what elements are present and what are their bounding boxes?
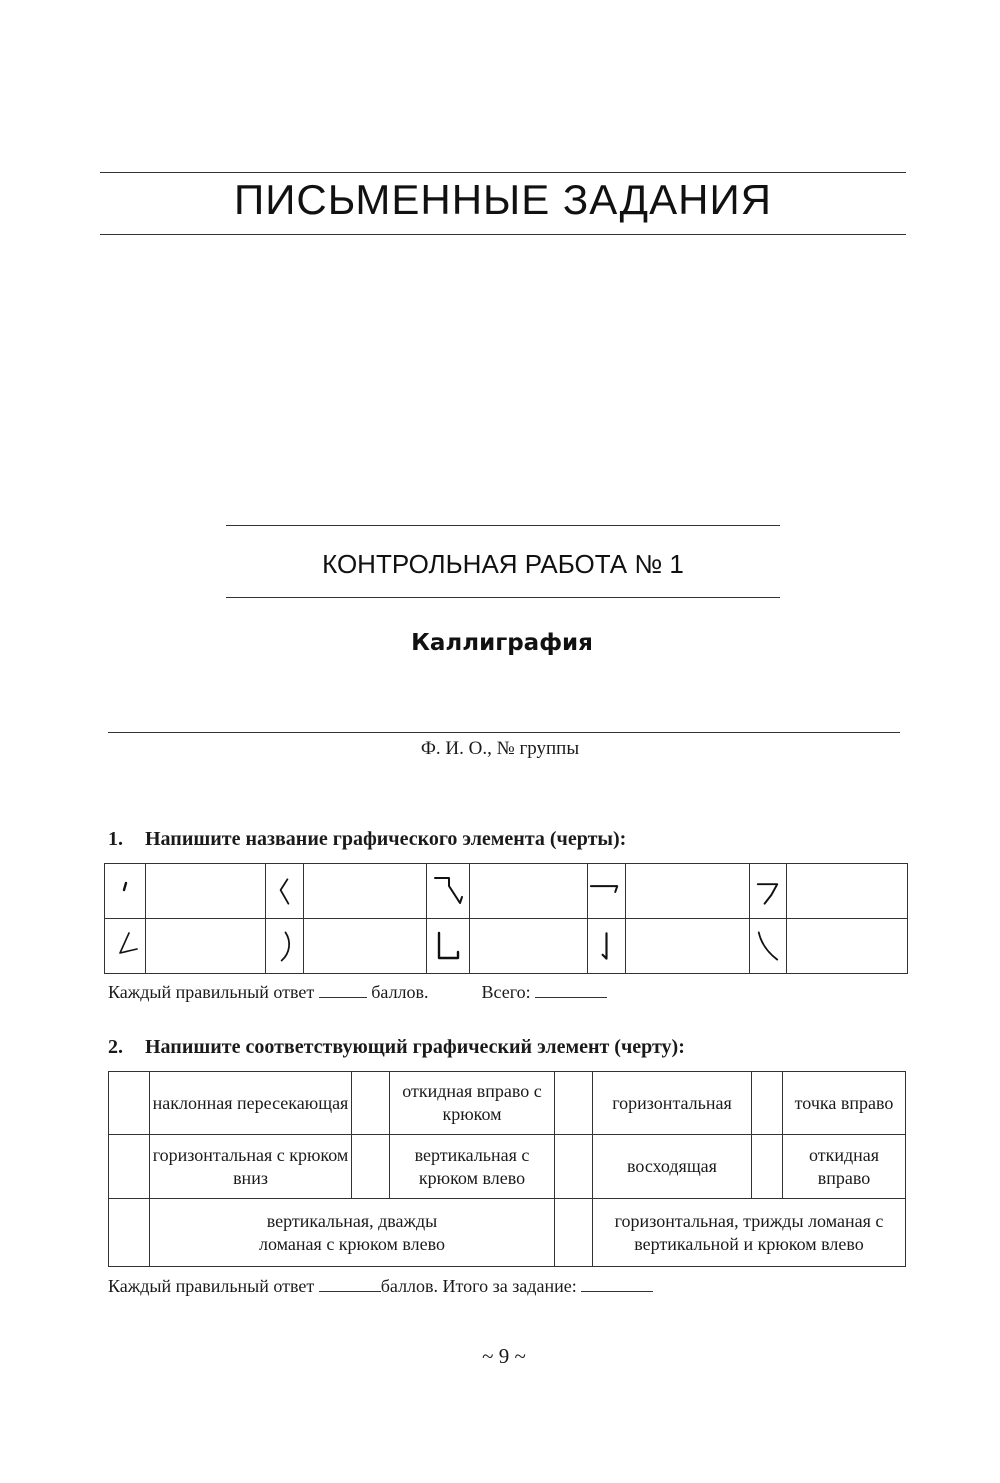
answer-cell[interactable] bbox=[304, 919, 427, 974]
left-hook-stroke-icon bbox=[266, 864, 303, 918]
answer-cell[interactable] bbox=[352, 1072, 390, 1135]
vertical-hook-stroke-icon bbox=[588, 919, 625, 973]
description-cell: восходящая bbox=[593, 1135, 752, 1199]
stroke-cell bbox=[105, 919, 146, 974]
answer-cell[interactable] bbox=[470, 864, 588, 919]
task2-heading-text: Напишите соответствующий графический элемент (черту): bbox=[145, 1036, 685, 1058]
top-rule bbox=[100, 172, 906, 173]
description-cell: наклонная пересекающая bbox=[150, 1072, 352, 1135]
task1-heading-text: Напишите название графического элемента (черты): bbox=[145, 828, 627, 850]
stroke-cell bbox=[427, 864, 470, 919]
task2-number: 2. bbox=[108, 1036, 123, 1058]
rising-stroke-icon bbox=[105, 919, 145, 973]
answer-cell[interactable] bbox=[555, 1199, 593, 1267]
name-caption: Ф. И. О., № группы bbox=[420, 738, 580, 759]
answer-cell[interactable] bbox=[146, 864, 266, 919]
answer-cell[interactable] bbox=[752, 1135, 783, 1199]
task2-score-unit: баллов. Итого за задание: bbox=[380, 1276, 577, 1296]
answer-cell[interactable] bbox=[555, 1135, 593, 1199]
answer-cell[interactable] bbox=[787, 919, 908, 974]
task1-points-blank[interactable] bbox=[319, 983, 367, 998]
answer-cell[interactable] bbox=[304, 864, 427, 919]
stroke-cell bbox=[750, 919, 787, 974]
stroke-cell bbox=[266, 919, 304, 974]
description-cell: горизонтальная bbox=[593, 1072, 752, 1135]
task2-row bbox=[109, 1135, 906, 1199]
description-cell: вертикальная, дважды ломаная с крюком влево bbox=[150, 1199, 555, 1267]
answer-cell[interactable] bbox=[752, 1072, 783, 1135]
title-underline bbox=[100, 234, 906, 235]
stroke-cell bbox=[588, 864, 626, 919]
description-cell: горизонтальная, трижды ломаная с вертикальной и крюком влево bbox=[593, 1199, 906, 1267]
dot-stroke-icon bbox=[105, 864, 145, 918]
test-title: КОНТРОЛЬНАЯ РАБОТА № 1 bbox=[322, 549, 684, 579]
answer-cell[interactable] bbox=[146, 919, 266, 974]
task1-row bbox=[105, 864, 908, 919]
horizontal-hook-stroke-icon bbox=[588, 864, 625, 918]
description-cell: откидная вправо bbox=[783, 1135, 906, 1199]
task1-number: 1. bbox=[108, 828, 123, 850]
topic-title: Каллиграфия bbox=[411, 630, 593, 656]
task1-heading bbox=[108, 828, 626, 851]
task2-score-line bbox=[108, 1276, 653, 1297]
task1-total-blank[interactable] bbox=[535, 983, 607, 998]
task2-row bbox=[109, 1072, 906, 1135]
curved-hook-stroke-icon bbox=[266, 919, 303, 973]
task2-heading bbox=[108, 1036, 685, 1059]
task1-score-line bbox=[108, 982, 607, 1003]
section-title: ПИСЬМЕННЫЕ ЗАДАНИЯ bbox=[234, 176, 772, 223]
task2-row bbox=[109, 1199, 906, 1267]
task2-total-blank[interactable] bbox=[581, 1277, 653, 1292]
task1-score-unit: баллов. bbox=[371, 982, 429, 1002]
description-cell: откидная вправо с крюком bbox=[390, 1072, 555, 1135]
stroke-cell bbox=[588, 919, 626, 974]
answer-cell[interactable] bbox=[626, 919, 750, 974]
test-title-bottom-rule bbox=[226, 597, 780, 598]
task2-points-blank[interactable] bbox=[319, 1277, 381, 1292]
answer-cell[interactable] bbox=[352, 1135, 390, 1199]
stroke-cell bbox=[266, 864, 304, 919]
task2-score-text: Каждый правильный ответ bbox=[108, 1276, 315, 1296]
horizontal-bend-hook-stroke-icon bbox=[427, 864, 469, 918]
stroke-cell bbox=[427, 919, 470, 974]
name-write-line[interactable] bbox=[108, 732, 900, 733]
answer-cell[interactable] bbox=[626, 864, 750, 919]
answer-cell[interactable] bbox=[555, 1072, 593, 1135]
answer-cell[interactable] bbox=[109, 1072, 150, 1135]
right-falling-stroke-icon bbox=[750, 919, 786, 973]
answer-cell[interactable] bbox=[470, 919, 588, 974]
answer-cell[interactable] bbox=[787, 864, 908, 919]
task2-description-table bbox=[108, 1071, 906, 1267]
test-title-top-rule bbox=[226, 525, 780, 526]
task1-stroke-table bbox=[104, 863, 908, 974]
horizontal-left-falling-stroke-icon bbox=[750, 864, 786, 918]
answer-cell[interactable] bbox=[109, 1199, 150, 1267]
description-cell: горизонтальная с крюком вниз bbox=[150, 1135, 352, 1199]
stroke-cell bbox=[750, 864, 787, 919]
task1-row bbox=[105, 919, 908, 974]
task1-score-text: Каждый правильный ответ bbox=[108, 982, 315, 1002]
vertical-bend-hook-stroke-icon bbox=[427, 919, 469, 973]
page-number: ~ 9 ~ bbox=[482, 1344, 526, 1368]
description-cell: точка вправо bbox=[783, 1072, 906, 1135]
answer-cell[interactable] bbox=[109, 1135, 150, 1199]
description-cell: вертикальная с крюком влево bbox=[390, 1135, 555, 1199]
stroke-cell bbox=[105, 864, 146, 919]
task1-total-label: Всего: bbox=[481, 982, 531, 1002]
